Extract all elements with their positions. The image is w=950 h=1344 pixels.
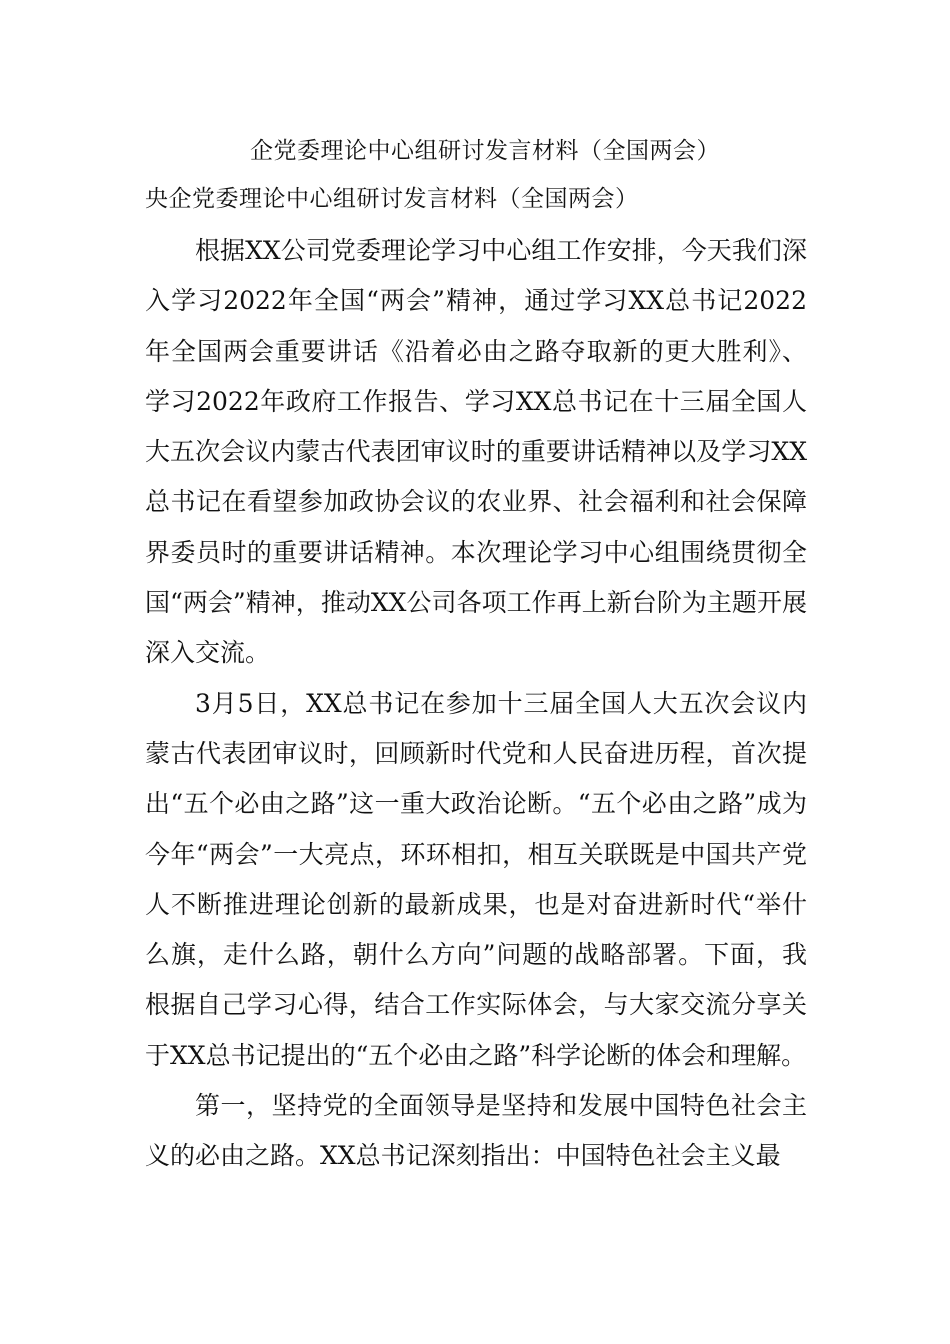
paragraph-intro: 根据XX公司党委理论学习中心组工作安排，今天我们深入学习2022年全国“两会”精神，通过学习XX总书记2022年全国两会重要讲话《沿着必由之路夺取新的更大胜利》、学习2022年政府工作报告、学习XX总书记在十三届全国人大五次会议内蒙古代表团审议时的重要讲话精神以及学习XX总书记在看望参加政协会议的农业界、社会福利和社会保障界委员时的重要讲话精神。本次理论学习中心组围绕贯彻全国“两会”精神，推动XX公司各项工作再上新台阶为主题开展深入交流。 [145, 236, 807, 668]
document-body [145, 226, 807, 1182]
paragraph-march-5: 3月5日，XX总书记在参加十三届全国人大五次会议内蒙古代表团审议时，回顾新时代党和人民奋进历程，首次提出“五个必由之路”这一重大政治论断。“五个必由之路”成为今年“两会”一大亮点，环环相扣，相互关联既是中国共产党人不断推进理论创新的最新成果，也是对奋进新时代“举什么旗，走什么路，朝什么方向”问题的战略部署。下面，我根据自己学习心得，结合工作实际体会，与大家交流分享关于XX总书记提出的“五个必由之路”科学论断的体会和理解。 [145, 688, 807, 1070]
document-title: 企党委理论中心组研讨发言材料（全国两会） [250, 138, 720, 164]
paragraph-first-point: 第一，坚持党的全面领导是坚持和发展中国特色社会主义的必由之路。XX总书记深刻指出：中国特色社会主义最 [145, 1091, 807, 1171]
document-subtitle: 央企党委理论中心组研讨发言材料（全国两会） [145, 186, 639, 212]
